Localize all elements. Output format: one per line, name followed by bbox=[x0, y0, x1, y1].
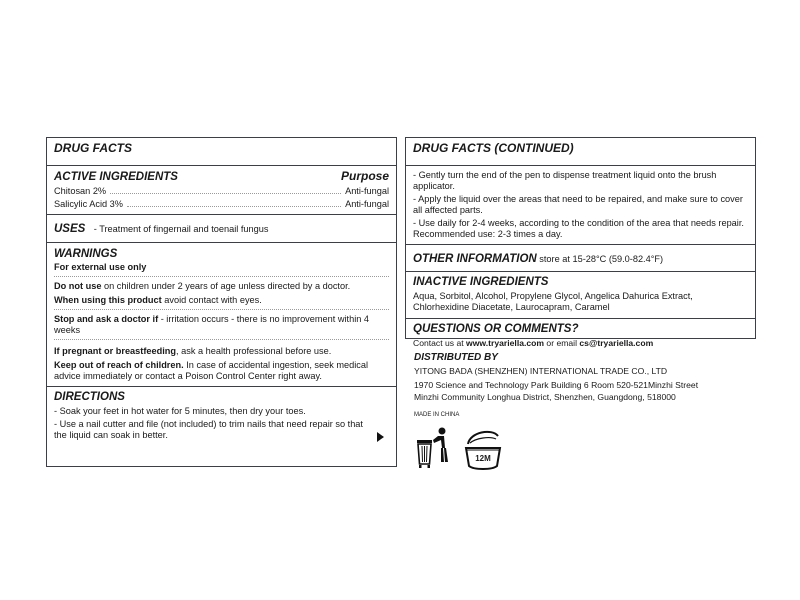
active-ingredients-section bbox=[47, 166, 396, 215]
inactive-ingredients-heading: INACTIVE INGREDIENTS bbox=[413, 276, 549, 288]
uses-text: - Treatment of fingernail and toenail fungus bbox=[93, 224, 269, 234]
distributor-company: YITONG BADA (SHENZHEN) INTERNATIONAL TRADE CO., LTD bbox=[414, 366, 668, 376]
inactive-ingredients-text: Aqua, Sorbitol, Alcohol, Propylene Glycol, Angelica Dahurica Extract, Chlorhexidine Diacetate, Laurocapram, Caramel bbox=[413, 291, 693, 312]
continued-title-section bbox=[406, 138, 755, 166]
ingredient-name: Chitosan 2% bbox=[54, 186, 107, 196]
distributor-block bbox=[414, 351, 754, 419]
continued-title: DRUG FACTS (CONTINUED) bbox=[413, 141, 574, 155]
direction-item: - Apply the liquid over the areas that need to be repaired, and make sure to cover all affected parts. bbox=[413, 194, 743, 215]
ingredient-purpose: Anti-fungal bbox=[345, 199, 389, 209]
drug-facts-panel bbox=[46, 137, 397, 467]
directions-section bbox=[47, 387, 396, 450]
drug-facts-title-section bbox=[47, 138, 396, 166]
pao-label: 12M bbox=[475, 454, 491, 463]
warnings-heading: WARNINGS bbox=[54, 248, 118, 260]
inactive-ingredients-section bbox=[406, 272, 755, 319]
active-ingredients-heading: ACTIVE INGREDIENTS bbox=[54, 171, 178, 183]
direction-item: - Use a nail cutter and file (not included) to trim nails that need repair so that the liquid can soak in better. bbox=[54, 419, 363, 440]
distributor-address-line1: 1970 Science and Technology Park Building 6 Room 520-521Minzhi Street bbox=[414, 380, 699, 390]
stop-use-text: Stop and ask a doctor if - irritation occurs - there is no improvement within 4 weeks bbox=[54, 314, 370, 335]
questions-heading: QUESTIONS OR COMMENTS? bbox=[413, 323, 579, 335]
continue-arrow-icon bbox=[377, 432, 384, 442]
drug-facts-title: DRUG FACTS bbox=[54, 141, 132, 155]
purpose-heading: Purpose bbox=[340, 169, 389, 183]
pao-12m-icon bbox=[462, 426, 504, 470]
do-not-use-text: Do not use on children under 2 years of age unless directed by a doctor. bbox=[54, 281, 351, 291]
distributor-address-line2: Minzhi Community Longhua District, Shenzhen, Guangdong, 518000 bbox=[414, 392, 676, 402]
made-in-china: MADE IN CHINA bbox=[414, 412, 460, 418]
uses-heading: USES bbox=[54, 223, 86, 235]
other-information-heading: OTHER INFORMATION bbox=[413, 253, 537, 265]
other-information-section bbox=[406, 245, 755, 272]
keep-out-of-reach-text: Keep out of reach of children. In case of accidental ingestion, seek medical advice immediately or contact a Poison Control Center right away. bbox=[54, 360, 369, 381]
ingredient-row bbox=[54, 199, 389, 210]
dispose-trash-icon bbox=[414, 426, 452, 470]
direction-item: - Use daily for 2-4 weeks, according to the condition of the area that needs repair. Recommended use: 2-3 times a day. bbox=[413, 218, 744, 239]
other-information-text: store at 15-28°C (59.0-82.4°F) bbox=[536, 254, 664, 264]
ingredient-name: Salicylic Acid 3% bbox=[54, 199, 123, 209]
drug-facts-continued-panel bbox=[405, 137, 756, 348]
email-link: cs@tryariella.com bbox=[579, 338, 654, 348]
warnings-section bbox=[47, 243, 396, 387]
when-using-text: When using this product avoid contact with eyes. bbox=[54, 295, 262, 305]
external-use-text: For external use only bbox=[54, 262, 147, 272]
distributor-heading: DISTRIBUTED BY bbox=[414, 352, 498, 363]
questions-text: Contact us at www.tryariella.com or email cs@tryariella.com bbox=[413, 338, 654, 348]
direction-item: - Soak your feet in hot water for 5 minutes, then dry your toes. bbox=[54, 406, 306, 416]
ingredient-purpose: Anti-fungal bbox=[345, 186, 389, 196]
ingredient-row bbox=[54, 186, 389, 197]
website-link: www.tryariella.com bbox=[466, 338, 545, 348]
uses-section bbox=[47, 215, 396, 243]
pregnant-text: If pregnant or breastfeeding, ask a health professional before use. bbox=[54, 346, 332, 356]
directions-heading: DIRECTIONS bbox=[54, 391, 125, 403]
directions-continued-section bbox=[406, 166, 755, 245]
questions-section bbox=[406, 319, 755, 354]
direction-item: - Gently turn the end of the pen to dispense treatment liquid onto the brush applicator. bbox=[413, 170, 717, 191]
